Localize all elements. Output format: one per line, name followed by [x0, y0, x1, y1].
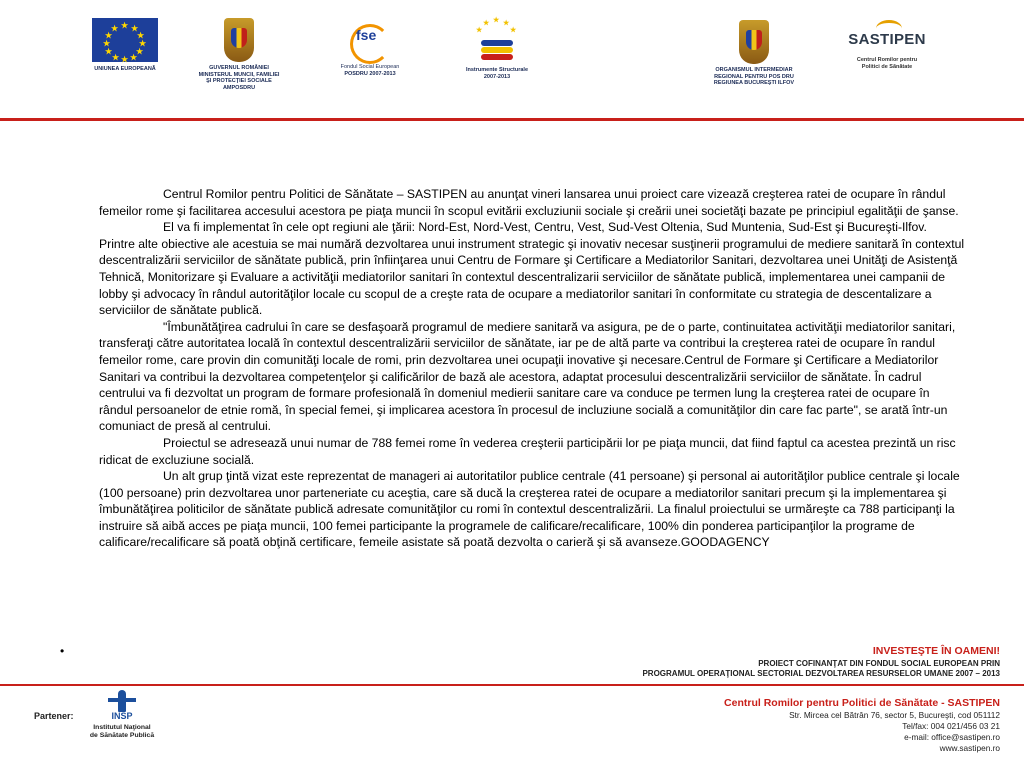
intermediate-body-logo [704, 20, 804, 87]
sastipen-arc-icon [876, 20, 902, 37]
fse-caption-line: POSDRU 2007-2013 [344, 70, 396, 77]
contact-email: e-mail: office@sastipen.ro [904, 732, 1000, 742]
insp-name-line: de Sănătate Publică [89, 732, 155, 739]
header-divider [0, 118, 1024, 121]
article-paragraph: Proiectul se adresează unui numar de 788 femei rome în vederea creşterii participării lor pe piaţa muncii, dat fiind faptul ca acestea prezintă un risc ridicat de excluziune socială. [99, 435, 956, 467]
sastipen-logo [842, 32, 932, 70]
structural-instruments-logo [460, 18, 534, 80]
empty-bullet: • [60, 644, 65, 658]
footer-slogan: INVESTEŞTE ÎN OAMENI! [872, 645, 1000, 657]
insp-emblem-icon [105, 690, 139, 724]
sastipen-caption-line: Politici de Sănătate [861, 63, 913, 70]
gov-caption-line: AMPOSDRU [222, 84, 256, 91]
insp-mark-text: INSP [111, 711, 133, 721]
gov-caption-line: MINISTERUL MUNCII, FAMILIEI [198, 71, 280, 78]
article-paragraph: "Îmbunătăţirea cadrului în care se desfaşoară programul de mediere sanitară va asigura, pe de o parte, continuitatea activităţii mediatorilor sanitari, transferaţi către autoritatea locală în contextul descentralizării serviciilor de sănătate, iar pe de altă parte va contribui la creşterea ratei de ocupare în randul femeilor rome, care provin din comunităţi locale de romi, prin dezvoltarea unei ocupaţii inovative şi necesare.Centrul de Formare şi Certificare a Mediatorilor Sanitari va contribui la dezvoltarea competenţelor şi calificărilor de bază ale acestora, adaptat procesului descentralizării serviciilor de sănătate. În cadrul centrului va fi dezvoltat un program de formare profesională în domeniul medierii sanitare care va conduce pe termen lung la creşterea ratei de ocupare în rândul persoanelor de etnie romă, în special femei, şi implicarea acestora în procesul de incluziune socială a comunităţilor din care fac parte", se arată într-un comuniact de presă al centrului. [99, 319, 956, 434]
is-caption-line: 2007-2013 [483, 73, 511, 80]
partner-label: Partener: [34, 711, 74, 721]
footer-cofinancing-line: PROIECT COFINANŢAT DIN FONDUL SOCIAL EUROPEAN PRIN [758, 659, 1000, 668]
contact-organization: Centrul Romilor pentru Politici de Sănătate - SASTIPEN [724, 697, 1000, 709]
fse-logo [338, 22, 402, 77]
structural-instruments-emblem-icon: ★ ★ ★ ★ ★ [473, 18, 521, 64]
footer-program-line: PROGRAMUL OPERAŢIONAL SECTORIAL DEZVOLTAREA RESURSELOR UMANE 2007 – 2013 [642, 669, 1000, 678]
eu-caption: UNIUNEA EUROPEANĂ [94, 66, 156, 72]
romanian-coat-of-arms-icon [224, 18, 254, 62]
contact-phone: Tel/fax: 004 021/456 03 21 [902, 721, 1000, 731]
contact-address: Str. Mircea cel Bătrân 76, sector 5, Bucureşti, cod 051112 [789, 710, 1000, 720]
gov-caption-line: ŞI PROTECŢIEI SOCIALE [206, 78, 272, 84]
oi-caption-line: REGIONAL PENTRU POS DRU [714, 73, 794, 80]
fse-caption-line: Fondul Social European [340, 64, 400, 70]
fse-emblem-icon [350, 22, 390, 58]
sastipen-caption-line: Centrul Romilor pentru [856, 57, 918, 63]
article-body [99, 186, 965, 551]
romanian-government-logo [198, 18, 280, 91]
sastipen-title: SASTIPEN [848, 31, 926, 48]
eu-flag-icon: ★ ★ ★ ★ ★ ★ ★ ★ ★ ★ ★ ★ [92, 18, 158, 62]
romanian-coat-of-arms-icon [739, 20, 769, 64]
fse-mark-text: fse [356, 27, 377, 43]
contact-website: www.sastipen.ro [939, 743, 1000, 753]
footer-divider [0, 684, 1024, 686]
oi-caption-line: REGIUNEA BUCUREŞTI ILFOV [713, 80, 795, 86]
article-paragraph: El va fi implementat în cele opt regiuni ale ţării: Nord-Est, Nord-Vest, Centru, Vest, Sud-Vest Oltenia, Sud Muntenia, Sud-Est şi Bucureşti-Ilfov. Printre alte obiective ale acestuia se mai numără dezvoltarea unui instrument strategic şi inovativ necesar susţinerii programului de mediere sanitară în contextul descentralizării serviciilor de sănătate publică, prin înfiinţarea unui Centru de Formare şi Certificare a Mediatorilor Sanitari, dezvoltarea unei Unităţi de Asistenţă Tehnică, Monitorizare şi Evaluare a activităţii mediatorilor sanitari în contextul descentralizarii serviciilor de sănătate publică, implementarea unei campanii de lobby şi advocacy în rândul autorităţilor locale cu scopul de a creşte rata de ocupare a mediatorilor sanitari în conformitate cu strategia de descentalizare a serviciilor de sănătate publică. [99, 220, 965, 318]
article-paragraph: Centrul Romilor pentru Politici de Sănătate – SASTIPEN au anunţat vineri lansarea unui proiect care vizează creşterea ratei de ocupare în rândul femeilor rome şi facilitarea accesului acestora pe piaţa muncii în scopul evitării excluziunii sociale şi creării unei societăţi bazate pe principiul egalităţii de şanse. [99, 187, 959, 218]
gov-caption-line: GUVERNUL ROMÂNIEI [209, 65, 269, 71]
oi-caption-line: ORGANISMUL INTERMEDIAR [715, 67, 793, 73]
article-paragraph: Un alt grup ţintă vizat este reprezentat de manageri ai autoritatilor publice centrale (41 persoane) şi personal ai autorităţilor publice centrale şi locale (100 persoane) prin dezvoltarea unor parteneriate cu aceştia, care să ducă la creşterea ratei de ocupare a mediatorilor sanitari precum şi la implementarea şi îmbunătăţirea politicilor de sănătate publică adresate comunităţilor cu romi în contextul descentralizării. La finalul proiectului se urmăreşte ca 788 participanţi la instruire să aibă acces pe piaţa muncii, 100 femei participante la programele de calificare/recalificare, 100% din ponderea participanţilor la programe de calificare/recalificare să poată obţină certificare, femeile asistate să poată dezvolta o carieră şi să avanseze.GOODAGENCY [99, 469, 960, 550]
insp-logo [82, 690, 162, 740]
insp-name-line: Institutul Naţional [93, 724, 151, 731]
eu-logo [86, 18, 164, 73]
is-caption-line: Instrumente Structurale [465, 67, 529, 73]
